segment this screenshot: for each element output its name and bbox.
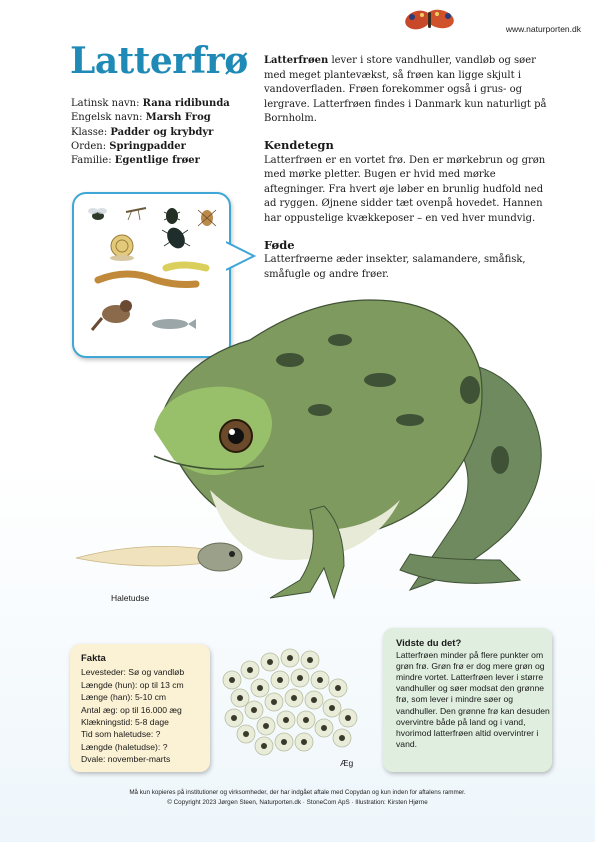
taxonomy-label: Engelsk navn: xyxy=(71,112,146,124)
taxonomy-value: Springpadder xyxy=(109,140,186,152)
notice-text: Latterfrøen minder på flere punkter om grøn frø. Grøn frø er dog mere grøn og mindre vortet. Latterfrøen lever i større vandhuller og søer modsat den grønne frø, som lever i mindre søer og vandhuller. Den grønne frø kan desuden overvintre både på land og i vand, hvorimod latterfrøen altid overvintrer i vand. xyxy=(396,650,550,749)
taxonomy-label: Orden: xyxy=(71,140,110,152)
taxonomy-label: Latinsk navn: xyxy=(71,98,143,109)
tadpole-label: Haletudse xyxy=(111,593,150,603)
eggs-illustration xyxy=(218,648,358,756)
taxonomy-value: Egentlige frøer xyxy=(114,155,200,167)
fact-line: Længe (han): 5-10 cm xyxy=(81,692,167,703)
caterpillar-icon xyxy=(166,265,206,268)
facts-box xyxy=(70,644,210,772)
taxonomy-value: Rana ridibunda xyxy=(142,98,230,109)
sparrow-icon xyxy=(92,300,132,330)
fact-line: Levesteder: Sø og vandløb xyxy=(81,667,185,678)
taxonomy-label: Familie: xyxy=(71,155,115,167)
foede-text: Latterfrøerne æder insekter, salamandere, småfisk, småfugle og andre frøer. xyxy=(264,254,526,280)
description-column xyxy=(264,54,552,282)
taxonomy-row-english xyxy=(71,111,230,125)
eggs-label: Æg xyxy=(340,758,354,768)
fact-line: Længde (hun): op til 13 cm xyxy=(81,679,184,690)
taxonomy-value: Padder og krybdyr xyxy=(110,126,214,138)
fact-line: Antal æg: op til 16.000 æg xyxy=(81,704,182,715)
footer-copy-notice: Må kun kopieres på institutioner og virksomheder, der har indgået aftale med Copydan og kun inden for aftalens rammer. xyxy=(129,789,466,796)
taxonomy-label: Klasse: xyxy=(71,126,111,138)
kendetegn-heading: Kendetegn xyxy=(264,137,334,152)
fact-line: Tid som haletudse: ? xyxy=(81,729,161,740)
snail-icon xyxy=(110,235,134,261)
taxonomy-list xyxy=(71,97,230,168)
notice-heading: Vidste du det? xyxy=(396,638,462,649)
fact-line: Klækningstid: 5-8 dage xyxy=(81,717,169,728)
intro-text: lever i store vandhuller, vandløb og søer med meget plantevækst, så frøen kan ligge skjult i vandoverfladen. Frøen forekommer også i grus- og lergrave. Latterfrøen findes i Danmark kun naturligt på Bornholm. xyxy=(264,55,547,125)
footer xyxy=(0,788,595,808)
did-you-know-box xyxy=(383,628,552,772)
page-title: Latterfrø xyxy=(70,40,248,82)
fly-icon xyxy=(88,208,107,220)
ground-beetle-icon xyxy=(162,224,190,251)
butterfly-illustration xyxy=(404,6,456,36)
kendetegn-text: Latterfrøen er en vortet frø. Den er mørkebrun og grøn med mørke pletter. Bugen er hvid med mørke aftegninger. Fra hvert øje løber en brunlig hudfold ned ad ryggen. Øjnene sidder tæt ovenpå hovedet. Hannen har oppustelige kvækkeposer – en ved hver mundvig. xyxy=(264,154,546,224)
taxonomy-value: Marsh Frog xyxy=(145,112,211,124)
mosquito-icon xyxy=(126,208,146,220)
taxonomy-row-family xyxy=(71,154,230,168)
taxonomy-row-order xyxy=(71,140,230,154)
facts-heading: Fakta xyxy=(81,653,106,664)
tadpole-illustration xyxy=(72,536,247,578)
spider-icon xyxy=(198,210,216,226)
foede-heading: Føde xyxy=(264,237,295,252)
beetle-icon xyxy=(164,208,180,224)
footer-copyright: © Copyright 2023 Jørgen Steen, Naturporten.dk · StoneCom ApS · Illustration: Kirsten Hjørne xyxy=(167,799,428,806)
intro-paragraph xyxy=(264,54,552,127)
taxonomy-row-class xyxy=(71,126,230,140)
fact-line: Længde (haletudse): ? xyxy=(81,741,168,752)
fact-line: Dvale: november-marts xyxy=(81,754,171,765)
site-url[interactable]: www.naturporten.dk xyxy=(505,24,581,34)
taxonomy-row-latin xyxy=(71,97,230,111)
intro-lead: Latterfrøen xyxy=(264,55,329,66)
